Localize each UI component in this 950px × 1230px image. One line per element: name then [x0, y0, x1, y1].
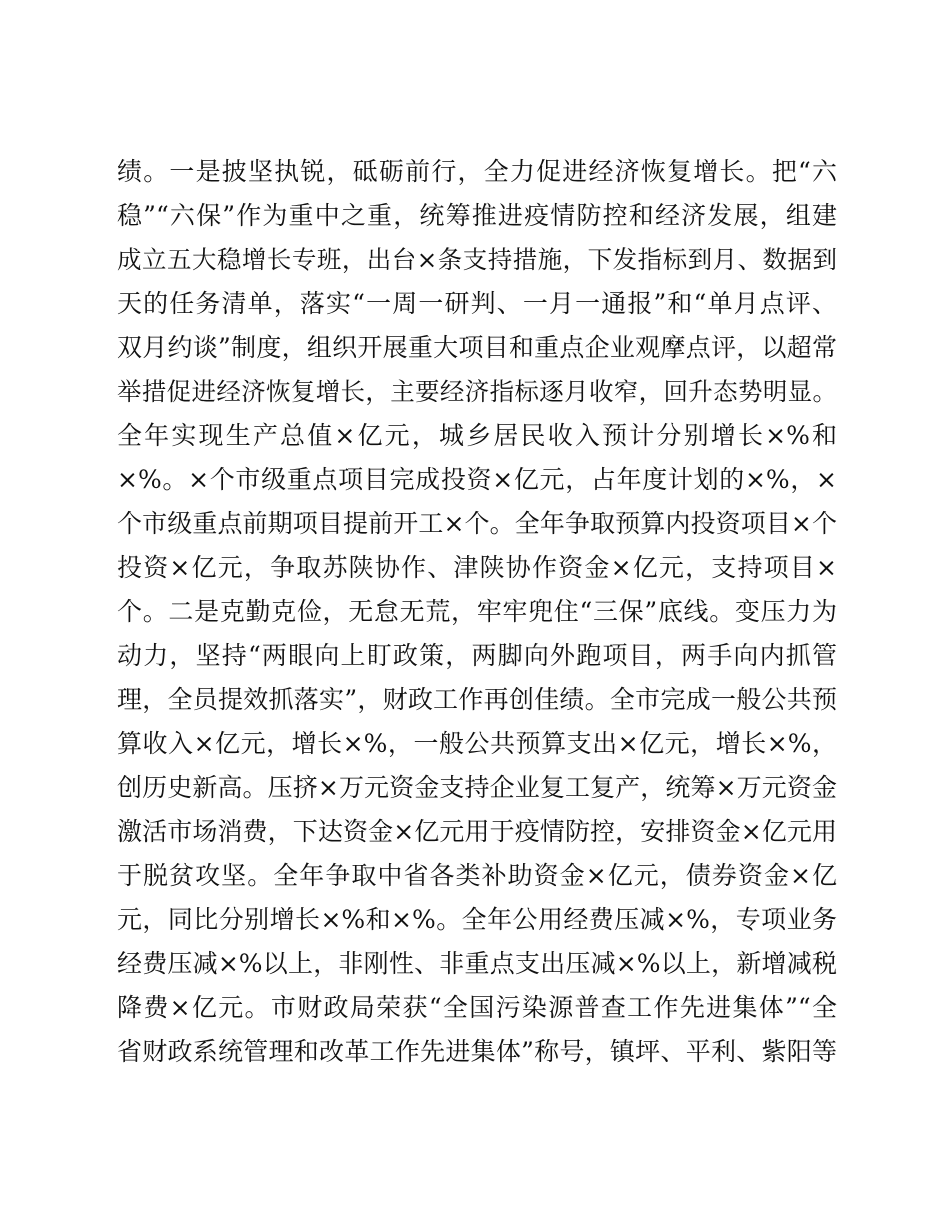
text-line: 举措促进经济恢复增长，主要经济指标逐月收窄，回升态势明显。	[117, 377, 837, 406]
text-line: 理，全员提效抓落实”，财政工作再创佳绩。全市完成一般公共预	[117, 685, 837, 714]
text-line: 全年实现生产总值×亿元，城乡居民收入预计分别增长×%和	[117, 421, 837, 450]
text-line: 元，同比分别增长×%和×%。全年公用经费压减×%，专项业务	[117, 905, 837, 934]
text-line: 创历史新高。压挤×万元资金支持企业复工复产，统筹×万元资金	[117, 773, 837, 802]
text-line: 个。二是克勤克俭，无怠无荒，牢牢兜住“三保”底线。变压力为	[117, 597, 837, 626]
text-line: 绩。一是披坚执锐，砥砺前行，全力促进经济恢复增长。把“六	[117, 157, 837, 186]
text-line: 激活市场消费，下达资金×亿元用于疫情防控，安排资金×亿元用	[117, 817, 837, 846]
text-line: 动力，坚持“两眼向上盯政策，两脚向外跑项目，两手向内抓管	[117, 641, 837, 670]
text-line: 省财政系统管理和改革工作先进集体”称号，镇坪、平利、紫阳等	[117, 1037, 837, 1066]
text-line: 个市级重点前期项目提前开工×个。全年争取预算内投资项目×个	[117, 509, 837, 538]
text-line: ×%。×个市级重点项目完成投资×亿元，占年度计划的×%，×	[117, 465, 837, 494]
text-line: 于脱贫攻坚。全年争取中省各类补助资金×亿元，债券资金×亿	[117, 861, 837, 890]
text-line: 成立五大稳增长专班，出台×条支持措施，下发指标到月、数据到	[117, 245, 837, 274]
text-line: 双月约谈”制度，组织开展重大项目和重点企业观摩点评，以超常	[117, 333, 837, 362]
text-line: 稳”“六保”作为重中之重，统筹推进疫情防控和经济发展，组建	[117, 201, 837, 230]
body-paragraph	[117, 150, 837, 1074]
text-line: 投资×亿元，争取苏陕协作、津陕协作资金×亿元，支持项目×	[117, 553, 837, 582]
text-line: 经费压减×%以上，非刚性、非重点支出压减×%以上，新增减税	[117, 949, 837, 978]
text-line: 算收入×亿元，增长×%，一般公共预算支出×亿元，增长×%，	[117, 729, 837, 758]
text-line: 降费×亿元。市财政局荣获“全国污染源普查工作先进集体”“全	[117, 993, 837, 1022]
text-line: 天的任务清单，落实“一周一研判、一月一通报”和“单月点评、	[117, 289, 837, 318]
